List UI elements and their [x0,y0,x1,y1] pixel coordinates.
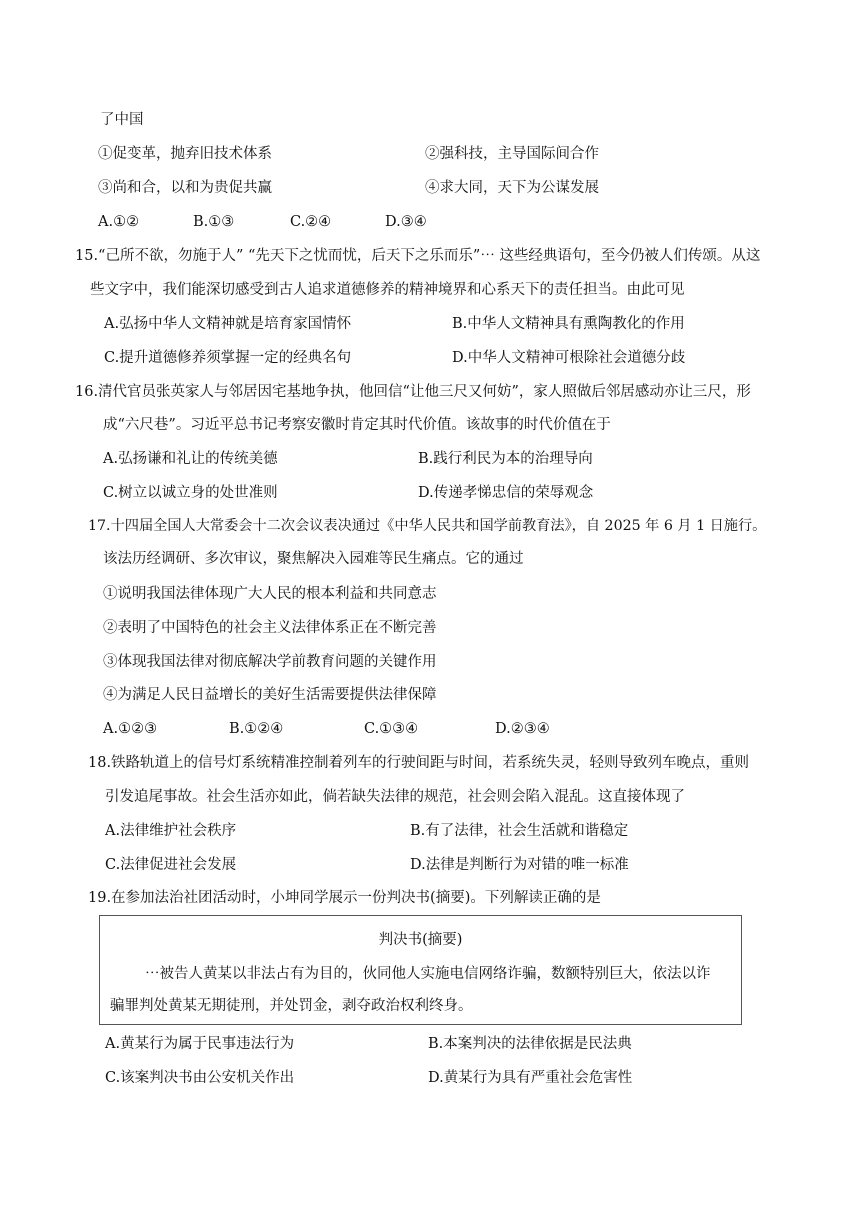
q15-stem-line1: 15.“己所不欲，勿施于人” “先天下之忧而忧，后天下之乐而乐”⋯ 这些经典语句，至今仍被人们传颂。从这 [75,248,761,264]
q16-stem-line1: 16.清代官员张英家人与邻居因宅基地争执，他回信“让他三尺又何妨”，家人照做后邻居感动亦让三尺，形 [75,384,751,400]
judgment-excerpt-box [99,915,742,1025]
q19-stem: 19.在参加法治社团活动时，小坤同学展示一份判决书(摘要)。下列解读正确的是 [88,890,601,906]
q19-option-c: C.该案判决书由公安机关作出 [105,1070,295,1086]
q15-option-d: D.中华人文精神可根除社会道德分歧 [452,350,686,366]
q18-option-c: C.法律促进社会发展 [105,857,237,873]
q19-option-d: D.黄某行为具有严重社会危害性 [428,1070,633,1086]
q14-option-c: C.②④ [290,214,332,230]
q17-statement-1: ①说明我国法律体现广大人民的根本利益和共同意志 [103,586,437,602]
q16-stem-line2: 成“六尺巷”。习近平总书记考察安徽时肯定其时代价值。该故事的时代价值在于 [103,417,611,433]
q14-continuation: 了中国 [100,112,144,128]
q14-statement-4: ④求大同，天下为公谋发展 [425,180,599,196]
q17-option-c: C.①③④ [364,721,419,737]
q17-statement-3: ③体现我国法律对彻底解决学前教育问题的关键作用 [103,654,437,670]
q16-option-b: B.践行利民为本的治理导向 [418,451,593,467]
q18-option-a: A.法律维护社会秩序 [105,823,237,839]
q18-option-b: B.有了法律，社会生活就和谐稳定 [410,823,629,839]
q19-option-a: A.黄某行为属于民事违法行为 [105,1036,295,1052]
q14-statement-1: ①促变革，抛弃旧技术体系 [98,146,272,162]
judgment-box-title: 判决书(摘要) [378,932,463,948]
q16-option-c: C.树立以诚立身的处世准则 [103,485,278,501]
judgment-box-line1: ⋯被告人黄某以非法占有为目的，伙同他人实施电信网络诈骗，数额特别巨大，依法以诈 [145,966,711,982]
q18-stem-line1: 18.铁路轨道上的信号灯系统精准控制着列车的行驶间距与时间，若系统失灵，轻则导致列车晚点，重则 [88,755,750,771]
q17-stem-line1: 17.十四届全国人大常委会十二次会议表决通过《中华人民共和国学前教育法》，自 2025 年 6 月 1 日施行。 [88,518,767,534]
q17-statement-2: ②表明了中国特色的社会主义法律体系正在不断完善 [103,620,437,636]
q18-stem-line2: 引发追尾事故。社会生活亦如此，倘若缺失法律的规范，社会则会陷入混乱。这直接体现了 [105,789,685,805]
q14-statement-3: ③尚和合，以和为贵促共赢 [98,180,272,196]
q14-statement-2: ②强科技，主导国际间合作 [425,146,599,162]
q15-option-a: A.弘扬中华人文精神就是培育家国情怀 [104,316,352,332]
judgment-box-line2: 骗罪判处黄某无期徒刑，并处罚金，剥夺政治权利终身。 [110,998,473,1014]
q15-option-b: B.中华人文精神具有熏陶教化的作用 [452,316,685,332]
q18-option-d: D.法律是判断行为对错的唯一标准 [410,857,629,873]
q19-option-b: B.本案判决的法律依据是民法典 [428,1036,632,1052]
q14-option-b: B.①③ [193,214,235,230]
q17-option-d: D.②③④ [495,721,550,737]
q14-option-a: A.①② [98,214,140,230]
q14-option-d: D.③④ [385,214,427,230]
q17-stem-line2: 该法历经调研、多次审议，聚焦解决入园难等民生痛点。它的通过 [103,551,524,567]
q17-option-b: B.①②④ [229,721,284,737]
q16-option-d: D.传递孝悌忠信的荣辱观念 [418,485,594,501]
q16-option-a: A.弘扬谦和礼让的传统美德 [103,451,278,467]
q17-option-a: A.①②③ [103,721,158,737]
q15-option-c: C.提升道德修养须掌握一定的经典名句 [104,350,352,366]
q15-stem-line2: 些文字中，我们能深切感受到古人追求道德修养的精神境界和心系天下的责任担当。由此可见 [90,282,685,298]
q17-statement-4: ④为满足人民日益增长的美好生活需要提供法律保障 [103,687,437,703]
